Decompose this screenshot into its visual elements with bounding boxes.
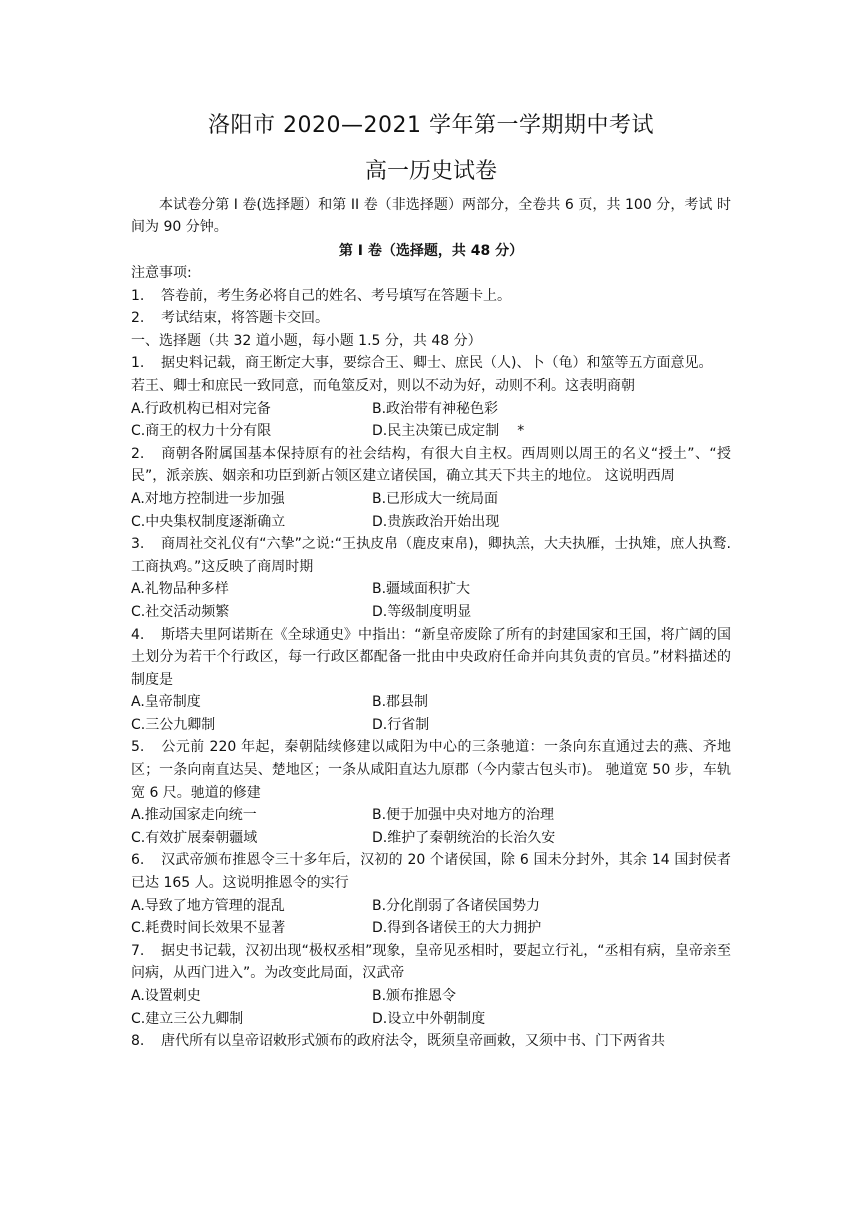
question-number: 7. xyxy=(131,942,145,959)
option-row xyxy=(131,895,731,918)
option-b: B.郡县制 xyxy=(372,694,429,711)
question-stem xyxy=(131,736,731,804)
question-number: 8. xyxy=(131,1033,145,1050)
option-d: D.民主决策已成定制 xyxy=(372,423,500,440)
note-number: 2. xyxy=(131,310,145,327)
question-number: 4. xyxy=(131,626,145,643)
option-a: A.行政机构已相对完备 xyxy=(131,400,271,417)
option-row xyxy=(131,804,731,827)
question xyxy=(131,940,731,1030)
question xyxy=(131,624,731,737)
option-row xyxy=(131,691,731,714)
option-d: D.行省制 xyxy=(372,716,430,733)
question-stem xyxy=(131,1030,731,1053)
option-b: B.疆域面积扩大 xyxy=(372,581,471,598)
option-row xyxy=(131,511,731,534)
question-text: 据史书记载，汉初出现“极权丞相”现象，皇帝见丞相时，要起立行礼，“丞相有病，皇帝亲至问病，从西门进入”。为改变此局面，汉武帝 xyxy=(131,942,731,982)
section-heading: 第 I 卷（选择题，共 48 分） xyxy=(338,243,524,259)
question-text: 商周社交礼仪有“六挚”之说:“王执皮帛（鹿皮束帛)，卿执羔，大夫执雁，士执雉，庶人执鹜.工商执鸡。”这反映了商周时期 xyxy=(131,536,731,575)
note-item xyxy=(131,307,731,330)
question xyxy=(131,849,731,939)
note-number: 1. xyxy=(131,287,145,304)
question-number: 5. xyxy=(131,739,145,756)
question-text: 斯塔夫里阿诺斯在《全球通史》中指出：“新皇帝废除了所有的封建国家和王国，将广阔的国土划分为若干个行政区，每一行政区都配备一批由中央政府任命并向其负责的官员。”材料描述的制度是 xyxy=(131,626,731,688)
option-row xyxy=(131,578,731,601)
option-c: C.中央集权制度逐渐确立 xyxy=(131,513,286,530)
question-text: 汉武帝颁布推恩令三十多年后，汉初的 20 个诸侯国，除 6 国未分封外，其余 14 国封侯者已达 165 人。这说明推恩令的实行 xyxy=(131,852,731,892)
question-stem xyxy=(131,533,731,578)
note-text: 考试结束，将答题卡交回。 xyxy=(161,310,329,327)
stray-mark: * xyxy=(517,423,525,440)
option-d: D.设立中外朝制度 xyxy=(372,1010,486,1027)
option-b: B.政治带有神秘色彩 xyxy=(372,400,499,417)
option-a: A.对地方控制进一步加强 xyxy=(131,490,285,507)
option-c: C.有效扩展秦朝疆域 xyxy=(131,829,258,846)
question-text: 公元前 220 年起，秦朝陆续修建以咸阳为中心的三条驰道：一条向东直通过去的燕、齐地区；一条向南直达吴、楚地区；一条从咸阳直达九原郡（今内蒙古包头市)。 驰道宽 50 步，车轨宽 6 尺。驰道的修建 xyxy=(131,739,731,801)
part-title: 一、选择题（共 32 道小题，每小题 1.5 分，共 48 分） xyxy=(131,332,482,349)
option-row xyxy=(131,917,731,940)
option-a: A.礼物品种多样 xyxy=(131,581,229,598)
option-a: A.设置刺史 xyxy=(131,988,201,1004)
option-d: D.得到各诸侯王的大力拥护 xyxy=(372,920,542,937)
exam-page xyxy=(131,108,731,1053)
question-number: 2. xyxy=(131,445,145,462)
option-d-wrap xyxy=(372,420,731,443)
option-c: C.商王的权力十分有限 xyxy=(131,423,272,440)
question-text: 商朝各附属国基本保持原有的社会结构，有很大自主权。西周则以周王的名义“授土”、“授民”，派亲族、姻亲和功臣到新占领区建立诸侯国，确立其天下共主的地位。 这说明西周 xyxy=(131,445,731,485)
option-row xyxy=(131,488,731,511)
option-b: B.颁布推恩令 xyxy=(372,988,457,1004)
option-b: B.便于加强中央对地方的治理 xyxy=(372,807,555,824)
note-item xyxy=(131,285,731,308)
option-a: A.推动国家走向统一 xyxy=(131,807,257,824)
option-c: C.建立三公九卿制 xyxy=(131,1010,244,1027)
option-d: D.维护了秦朝统治的长治久安 xyxy=(372,829,556,846)
question-stem xyxy=(131,352,731,375)
option-row xyxy=(131,714,731,737)
question-stem xyxy=(131,443,731,488)
question xyxy=(131,443,731,533)
question-text-continued: 若王、卿士和庶民一致同意，而龟筮反对，则以不动为好，动则不利。这表明商朝 xyxy=(131,377,635,394)
option-row xyxy=(131,1008,731,1031)
exam-subtitle: 高一历史试卷 xyxy=(364,159,497,184)
exam-title: 洛阳市 2020—2021 学年第一学期期中考试 xyxy=(208,113,654,138)
option-row xyxy=(131,985,731,1008)
option-c: C.耗费时间长效果不显著 xyxy=(131,920,286,937)
question xyxy=(131,533,731,623)
option-row xyxy=(131,420,731,443)
question-number: 6. xyxy=(131,852,145,869)
option-c: C.社交活动频繁 xyxy=(131,603,230,620)
option-row xyxy=(131,601,731,624)
option-d: D.等级制度明显 xyxy=(372,603,472,620)
question xyxy=(131,1030,731,1053)
question-number: 1. xyxy=(131,355,145,372)
option-b: B.已形成大一统局面 xyxy=(372,490,499,507)
question-number: 3. xyxy=(131,536,145,553)
option-row xyxy=(131,827,731,850)
question-text: 据史料记载，商王断定大事，要综合王、卿士、庶民（人)、卜（龟）和筮等五方面意见。 xyxy=(161,355,713,372)
question-stem xyxy=(131,624,731,692)
note-text: 答卷前，考生务必将自己的姓名、考号填写在答题卡上。 xyxy=(161,287,511,304)
exam-intro: 本试卷分第 I 卷(选择题）和第 II 卷（非选择题）两部分，全卷共 6 页，共 100 分，考试 时间为 90 分钟。 xyxy=(131,197,731,235)
question-stem xyxy=(131,940,731,985)
option-row xyxy=(131,398,731,421)
question xyxy=(131,352,731,442)
option-a: A.导致了地方管理的混乱 xyxy=(131,897,285,914)
option-c: C.三公九卿制 xyxy=(131,716,216,733)
option-d: D.贵族政治开始出现 xyxy=(372,513,500,530)
notes-title: 注意事项: xyxy=(131,265,192,281)
question-stem xyxy=(131,849,731,894)
question-text: 唐代所有以皇帝诏敕形式颁布的政府法令，既须皇帝画敕，又须中书、门下两省共 xyxy=(161,1033,665,1050)
option-b: B.分化削弱了各诸侯国势力 xyxy=(372,897,541,914)
option-a: A.皇帝制度 xyxy=(131,694,201,711)
question xyxy=(131,736,731,849)
